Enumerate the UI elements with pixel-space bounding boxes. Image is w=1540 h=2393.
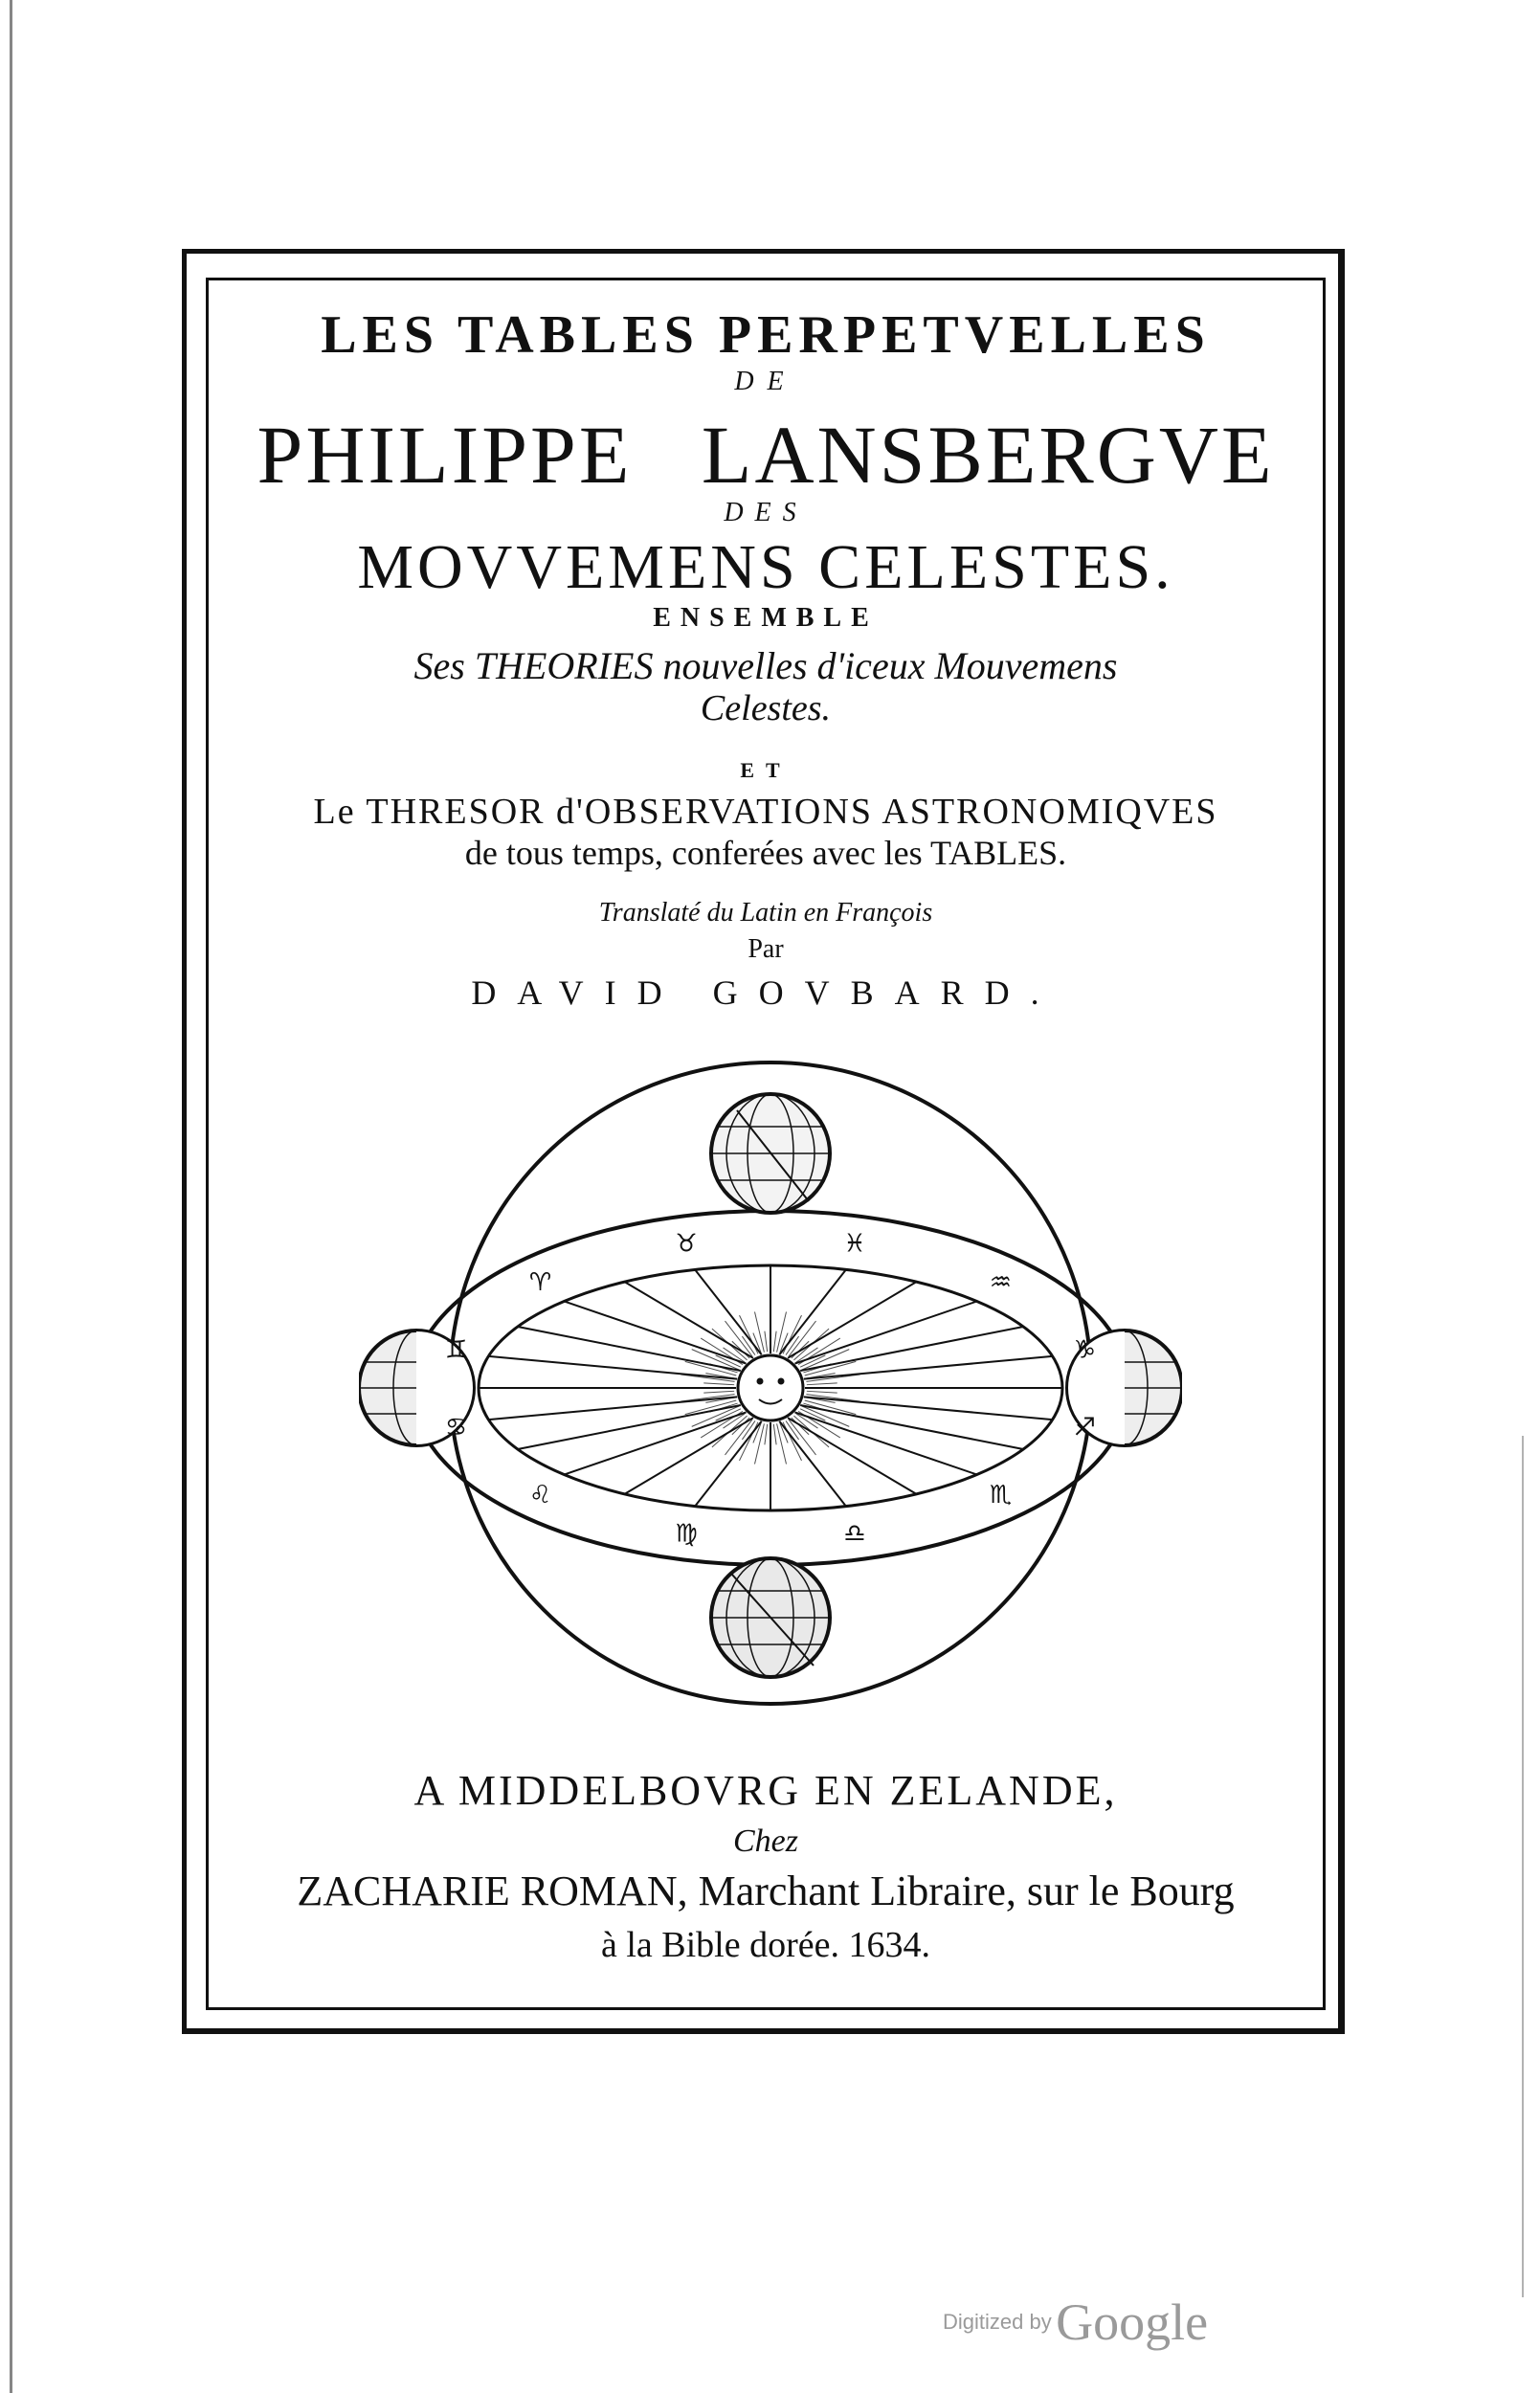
zodiac-sign-icon: ♊ [444,1335,468,1365]
sun-ray [740,1315,758,1353]
author-name: PHILIPPE LANSBERGVE [257,409,1275,501]
sun-ray [793,1329,829,1360]
sun-ray [798,1338,840,1364]
zodiac-sign-icon: ♌ [528,1481,552,1510]
orbit-spoke [488,1356,737,1379]
zodiac-sign-icon: ♒ [989,1267,1013,1297]
sun-ray [807,1391,837,1393]
orbit-spoke [518,1327,741,1371]
zodiac-sign-icon: ♉ [675,1229,698,1259]
earth-globe-bottom-icon [711,1558,830,1677]
sun-ray [765,1424,768,1444]
imprint-place: A MIDDELBOVRG EN ZELANDE, [413,1767,1118,1814]
heliocentric-orbit-engraving-icon [359,1039,1182,1728]
sun-ray [710,1364,738,1373]
sun-ray [703,1383,734,1385]
orbit-spoke [804,1397,1053,1420]
sun-ray [755,1423,765,1464]
watermark-prefix: Digitized by [943,2310,1052,2334]
sun-ray [803,1403,831,1412]
orbit-spoke [779,1421,846,1507]
title-line-8: Celestes. [700,688,832,728]
scan-left-edge [10,0,12,2393]
earth-globe-top-icon [711,1094,830,1213]
title-line-5: MOVVEMENS CELESTES. [357,532,1174,602]
title-line-9: ET [740,758,792,782]
sun-ray [803,1364,831,1373]
zodiac-sign-icon: ♑ [1073,1335,1097,1365]
title-line-7: Ses THEORIES nouvelles d'iceux Mouvemens [413,644,1118,687]
orbit-spoke [779,1269,846,1354]
sun-ray [777,1423,787,1464]
orbit-spoke [800,1405,1023,1449]
translator-name: DAVID GOVBARD. [471,973,1060,1012]
sun-ray [783,1315,801,1353]
zodiac-sign-icon: ♏ [989,1481,1013,1510]
sun-ray [755,1311,765,1352]
scan-right-edge [1522,1436,1524,2297]
sun-ray [765,1331,768,1352]
sun-ray [783,1422,801,1461]
zodiac-sign-icon: ♐ [1073,1413,1097,1443]
title-line-1: LES TABLES PERPETVELLES [321,305,1211,365]
google-watermark [943,2292,1287,2352]
imprint-date: à la Bible dorée. 1634. [600,1925,930,1965]
title-line-10: Le THRESOR d'OBSERVATIONS ASTRONOMIQVES [313,792,1218,832]
sun-ray [703,1391,734,1393]
imprint-chez: Chez [733,1823,798,1859]
orbit-spoke [488,1397,737,1420]
orbit-spoke [518,1405,741,1449]
orbit-spoke [695,1421,762,1507]
title-line-11: de tous temps, conferées avec les TABLES. [464,834,1067,872]
sun-ray [793,1416,829,1447]
zodiac-sign-icon: ♓ [843,1229,866,1259]
zodiac-sign-icon: ♈ [528,1267,552,1297]
sun-ray [710,1403,738,1412]
orbit-spoke [804,1356,1053,1379]
title-line-4: DES [724,498,808,527]
sun-ray [798,1411,840,1437]
sun-ray [701,1411,743,1437]
sun-ray [777,1311,787,1352]
orbit-spoke [800,1327,1023,1371]
title-line-6: ENSEMBLE [653,603,879,633]
sun-ray [807,1383,837,1385]
translation-note: Translaté du Latin en François [598,898,933,928]
title-line-2: DE [734,367,797,396]
google-logo-icon: Google [1056,2293,1209,2351]
sun-ray [740,1422,758,1461]
sun-ray [773,1424,776,1444]
sun-ray [701,1338,743,1364]
sun-ray [773,1331,776,1352]
zodiac-sign-icon: ♍ [675,1519,698,1549]
orbit-spoke [695,1269,762,1354]
zodiac-sign-icon: ♎ [843,1519,866,1549]
translator-by: Par [748,934,784,964]
sun-ray [712,1416,748,1447]
imprint-printer: ZACHARIE ROMAN, Marchant Libraire, sur le Bourg [297,1867,1235,1914]
sun-ray [712,1329,748,1360]
zodiac-sign-icon: ♋ [444,1413,468,1443]
